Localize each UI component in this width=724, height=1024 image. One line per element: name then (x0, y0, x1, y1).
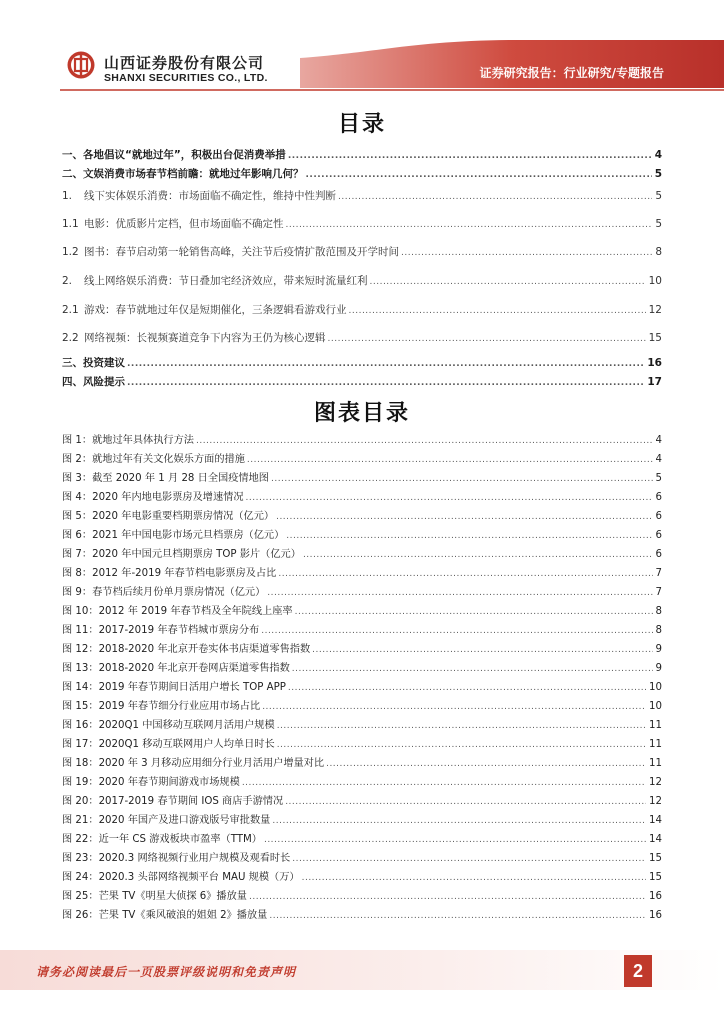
toc-title: 目录 (337, 112, 386, 137)
company-name-en: SHANXI SECURITIES CO., LTD. (104, 72, 268, 84)
page-header (0, 0, 724, 100)
figure-item[interactable]: 图 1：就地过年具体执行方法 ..... 4 (62, 431, 662, 446)
figure-item[interactable]: 图 4：2020 年内地电影票房及增速情况 ..... 6 (62, 488, 662, 503)
report-type-label: 证券研究报告：行业研究/专题报告 (479, 66, 664, 80)
toc-item[interactable]: 1. 线下实体娱乐消费：市场面临不确定性，维持中性判断 ..... 5 (62, 188, 662, 203)
figure-item[interactable]: 图 22：近一年 CS 游戏板块市盈率（TTM） ..... 14 (62, 830, 662, 845)
figure-item[interactable]: 图 21：2020 年国产及进口游戏版号审批数量 ..... 14 (62, 811, 662, 826)
figure-item[interactable]: 图 5：2020 年电影重要档期票房情况（亿元） ..... 6 (62, 507, 662, 522)
figure-item[interactable]: 图 18：2020 年 3 月移动应用细分行业月活用户增量对比 ..... 11 (62, 754, 662, 769)
footer-band (0, 950, 724, 1024)
figure-item[interactable]: 图 8：2012 年-2019 年春节档电影票房及占比 ..... 7 (62, 564, 662, 579)
figure-item[interactable]: 图 10：2012 年 2019 年春节档及全年院线上座率 ..... 8 (62, 602, 662, 617)
figure-item[interactable]: 图 19：2020 年春节期间游戏市场规模 ..... 12 (62, 773, 662, 788)
disclaimer-notice: 请务必阅读最后一页股票评级说明和免责声明 (36, 965, 297, 979)
figure-item[interactable]: 图 2：就地过年有关文化娱乐方面的措施 ..... 4 (62, 450, 662, 465)
figure-list-title: 图表目录 (313, 401, 410, 426)
figure-item[interactable]: 图 23：2020.3 网络视频行业用户规模及观看时长 ..... 15 (62, 849, 662, 864)
company-name-cn: 山西证券股份有限公司 (104, 54, 265, 72)
figure-item[interactable]: 图 13：2018-2020 年北京开卷网店渠道零售指数 ..... 9 (62, 659, 662, 674)
figure-item[interactable]: 图 25：芒果 TV《明星大侦探 6》播放量 ..... 16 (62, 887, 662, 902)
toc-item[interactable]: 2.1 游戏：春节就地过年仅是短期催化，三条逻辑看游戏行业 ..... 12 (62, 302, 662, 317)
figure-item[interactable]: 图 3：截至 2020 年 1 月 28 日全国疫情地图 ..... 5 (62, 469, 662, 484)
figure-item[interactable]: 图 20：2017-2019 春节期间 IOS 商店手游情况 ..... 12 (62, 792, 662, 807)
toc-item[interactable]: 四、风险提示 ..... 17 (62, 374, 662, 389)
figure-item[interactable]: 图 7：2020 年中国元旦档期票房 TOP 影片（亿元） ..... 6 (62, 545, 662, 560)
toc-item[interactable]: 1.2 图书：春节启动第一轮销售高峰，关注节后疫情扩散范围及开学时间 ..... 8 (62, 244, 662, 259)
page-number: 2 (624, 955, 652, 987)
figure-item[interactable]: 图 26：芒果 TV《乘风破浪的姐姐 2》播放量 ..... 16 (62, 906, 662, 921)
toc-item[interactable]: 2.2 网络视频：长视频赛道竞争下内容为王仍为核心逻辑 ..... 15 (62, 330, 662, 345)
toc-item[interactable]: 三、投资建议 ..... 16 (62, 355, 662, 370)
figure-item[interactable]: 图 17：2020Q1 移动互联网用户人均单日时长 ..... 11 (62, 735, 662, 750)
figure-item[interactable]: 图 12：2018-2020 年北京开卷实体书店渠道零售指数 ..... 9 (62, 640, 662, 655)
figure-item[interactable]: 图 16：2020Q1 中国移动互联网月活用户规模 ..... 11 (62, 716, 662, 731)
company-logo-icon (66, 50, 96, 80)
figure-item[interactable]: 图 9：春节档后续月份单月票房情况（亿元） ..... 7 (62, 583, 662, 598)
figure-item[interactable]: 图 11：2017-2019 年春节档城市票房分布 ..... 8 (62, 621, 662, 636)
toc-item[interactable]: 2. 线上网络娱乐消费：节日叠加宅经济效应，带来短时流量红利 ..... 10 (62, 273, 662, 288)
header-band (0, 0, 724, 100)
figure-item[interactable]: 图 24：2020.3 头部网络视频平台 MAU 规模（万） ..... 15 (62, 868, 662, 883)
figure-item[interactable]: 图 6：2021 年中国电影市场元旦档票房（亿元） ..... 6 (62, 526, 662, 541)
toc-item[interactable]: 二、文娱消费市场春节档前瞻：就地过年影响几何？ ..... 5 (62, 166, 662, 181)
toc-item[interactable]: 一、各地倡议“就地过年”，积极出台促消费举措 ..... 4 (62, 147, 662, 162)
figure-item[interactable]: 图 15：2019 年春节细分行业应用市场占比 ..... 10 (62, 697, 662, 712)
toc-item[interactable]: 1.1 电影：优质影片定档，但市场面临不确定性 ..... 5 (62, 216, 662, 231)
figure-item[interactable]: 图 14：2019 年春节期间日活用户增长 TOP APP ..... 10 (62, 678, 662, 693)
